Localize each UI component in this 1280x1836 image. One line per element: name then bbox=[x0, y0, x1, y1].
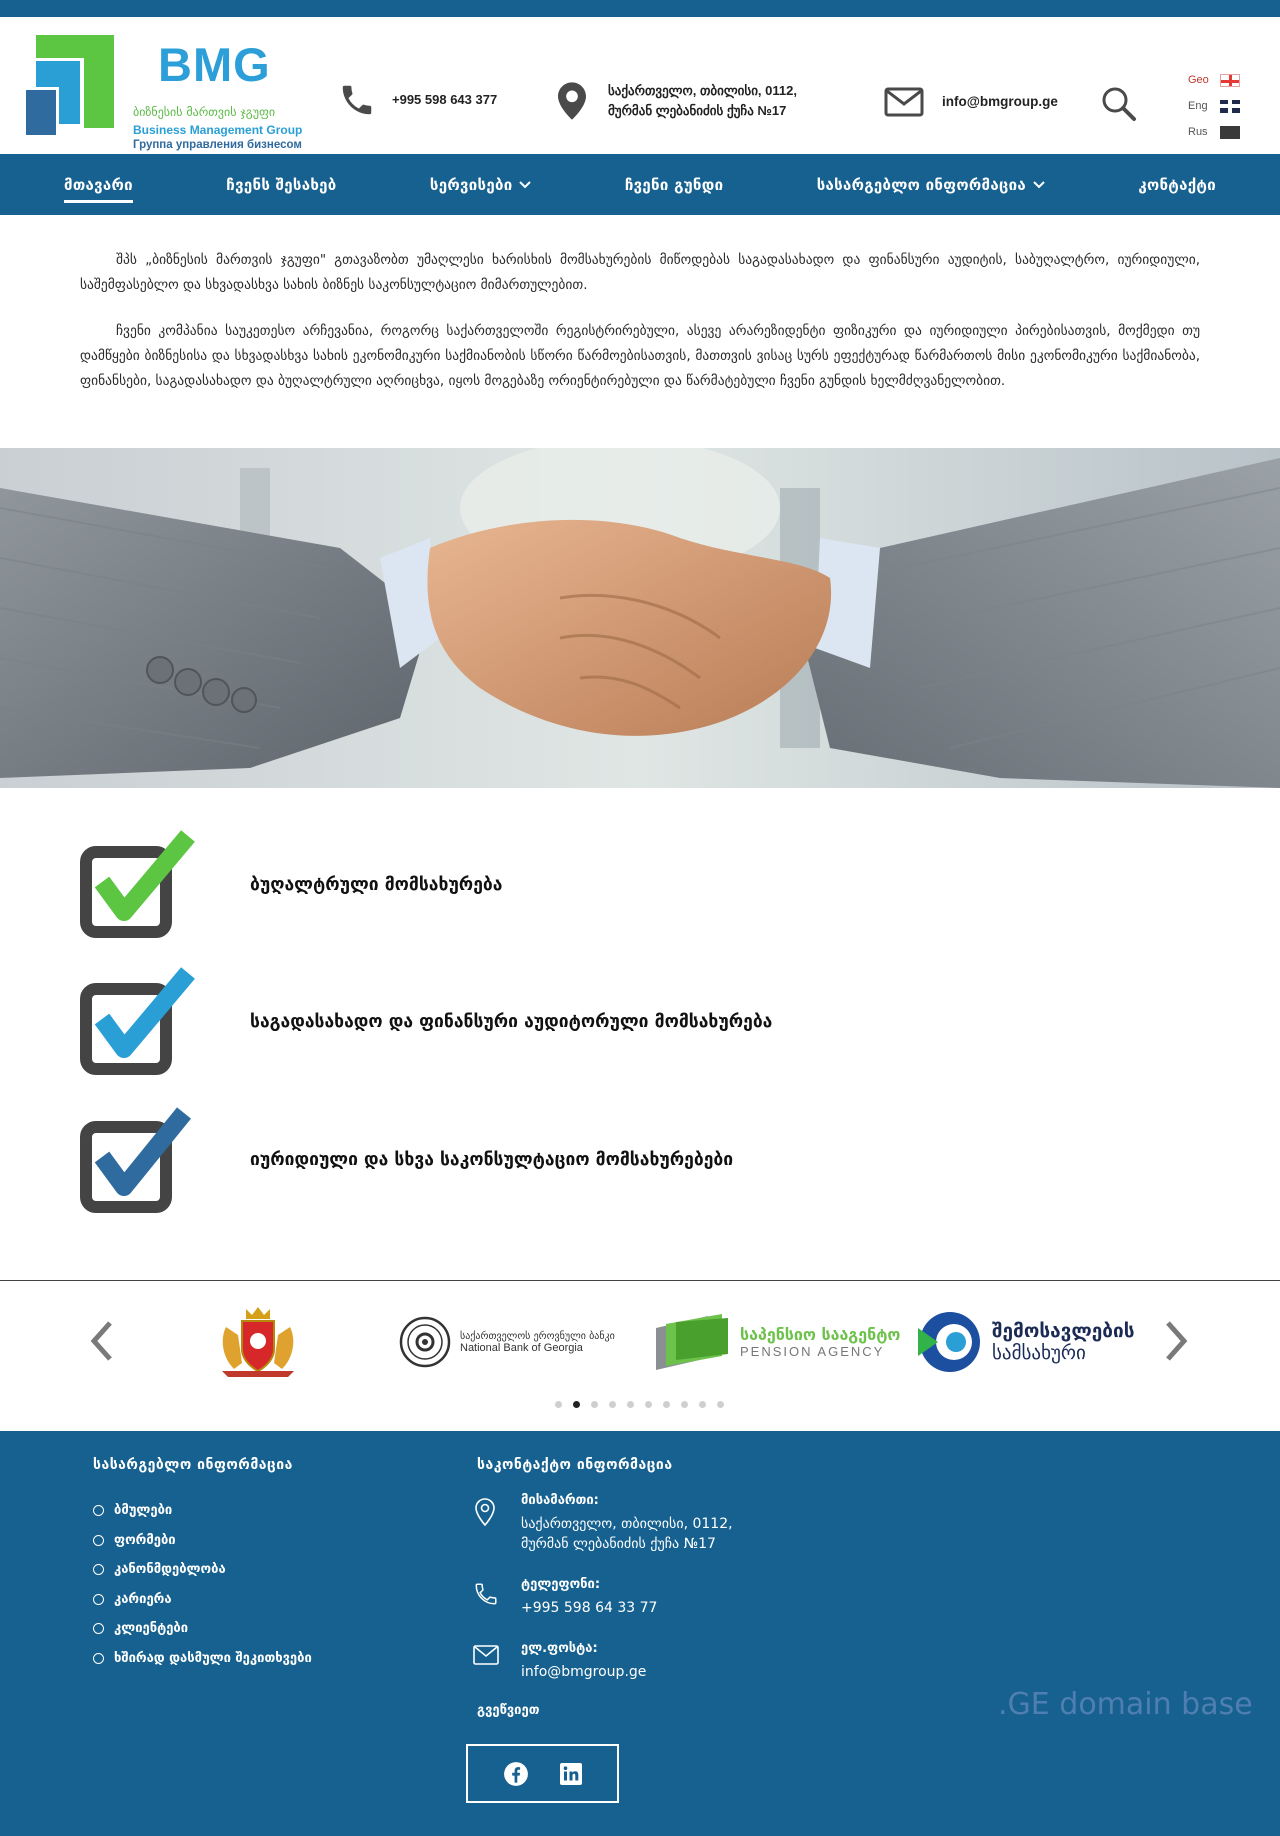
footer-link-forms[interactable]: ფორმები bbox=[93, 1526, 312, 1556]
revenue-service-emblem-icon bbox=[916, 1308, 984, 1376]
georgia-coat-of-arms-icon bbox=[212, 1305, 304, 1379]
pension-name-en: PENSION AGENCY bbox=[740, 1344, 885, 1359]
carousel-dot[interactable] bbox=[555, 1401, 562, 1408]
language-switcher bbox=[1188, 67, 1240, 145]
carousel-dot[interactable] bbox=[663, 1401, 670, 1408]
header-address bbox=[558, 81, 797, 121]
footer-link-faq[interactable]: ხშირად დასმული შეკითხვები bbox=[93, 1644, 312, 1674]
partners-carousel bbox=[0, 1280, 1280, 1431]
carousel-dot[interactable] bbox=[681, 1401, 688, 1408]
header-address-line1: საქართველო, თბილისი, 0112, bbox=[608, 83, 797, 98]
checkbox-check-icon bbox=[80, 967, 200, 1077]
logo-tagline-ru: Группа управления бизнесом bbox=[133, 139, 302, 151]
russia-flag-icon bbox=[1220, 126, 1240, 139]
footer-phone-label: ტელეფონი: bbox=[521, 1577, 601, 1592]
header-email-address: info@bmgroup.ge bbox=[942, 94, 1058, 109]
search-button[interactable] bbox=[1100, 85, 1138, 123]
carousel-next-button[interactable] bbox=[1164, 1319, 1190, 1367]
carousel-dot[interactable] bbox=[645, 1401, 652, 1408]
footer-useful-links bbox=[93, 1496, 312, 1673]
georgia-flag-icon bbox=[1220, 74, 1240, 87]
footer-address-line1: საქართველო, თბილისი, 0112, bbox=[521, 1516, 733, 1532]
nbg-name-ka: საქართველოს ეროვნული ბანკი bbox=[460, 1330, 615, 1342]
pension-agency-emblem-icon bbox=[652, 1312, 732, 1372]
lang-eng[interactable]: Eng bbox=[1188, 93, 1240, 119]
footer-phone-value: +995 598 64 33 77 bbox=[521, 1600, 658, 1616]
ge-domain-base-badge[interactable]: .GE domain base bbox=[998, 1687, 1253, 1722]
partner-logo-national-bank[interactable] bbox=[398, 1305, 615, 1379]
carousel-dot[interactable] bbox=[699, 1401, 706, 1408]
bmg-logo[interactable] bbox=[26, 35, 306, 155]
facebook-icon[interactable] bbox=[503, 1761, 529, 1787]
envelope-icon bbox=[884, 87, 924, 117]
footer-link-clients[interactable]: კლიენტები bbox=[93, 1614, 312, 1644]
handshake-hero-image bbox=[0, 448, 1280, 788]
footer-link-legislation[interactable]: კანონმდებლობა bbox=[93, 1555, 312, 1585]
nav-useful-info[interactable]: სასარგებლო ინფორმაცია bbox=[817, 176, 1045, 194]
footer-contact-title: საკონტაქტო ინფორმაცია bbox=[477, 1457, 673, 1473]
circle-bullet-icon bbox=[93, 1594, 104, 1605]
circle-bullet-icon bbox=[93, 1505, 104, 1516]
service-item bbox=[80, 1105, 980, 1215]
carousel-dot[interactable] bbox=[591, 1401, 598, 1408]
site-header bbox=[0, 17, 1280, 154]
uk-flag-icon bbox=[1220, 100, 1240, 113]
circle-bullet-icon bbox=[93, 1564, 104, 1575]
partner-logo-revenue-service[interactable] bbox=[916, 1305, 1135, 1379]
header-address-line2: მურმან ლებანიძის ქუჩა №17 bbox=[608, 103, 787, 118]
service-item bbox=[80, 830, 980, 940]
rs-name-line2: სამსახური bbox=[992, 1342, 1086, 1364]
nav-services[interactable]: სერვისები bbox=[430, 176, 532, 194]
phone-icon bbox=[338, 81, 376, 119]
linkedin-icon[interactable] bbox=[559, 1762, 583, 1786]
intro-paragraph-1: შპს „ბიზნესის მართვის ჯგუფი" გთავაზობთ უმაღლესი ხარისხის მომსახურების მიწოდებას საგადასახადო და ფინანსური აუდიტის, საბუღალტრო, იურიდიული, საშემფასებლო და სხვადასხვა სახის ბიზნეს საკონსულტაციო მიმართულებით. bbox=[80, 252, 1200, 293]
nav-team[interactable]: ჩვენი გუნდი bbox=[624, 175, 724, 194]
social-links bbox=[466, 1744, 619, 1803]
chevron-down-icon bbox=[1033, 181, 1045, 189]
logo-tagline-en: Business Management Group bbox=[133, 123, 303, 137]
circle-bullet-icon bbox=[93, 1623, 104, 1634]
rs-name-line1: შემოსავლების bbox=[992, 1320, 1135, 1342]
intro-paragraph-2: ჩვენი კომპანია საუკეთესო არჩევანია, როგორც საქართველოში რეგისტრირებული, ასევე არარეზიდენტი ფიზიკური და იურიდიული პირებისათვის, მოქმედი თუ დამწყები ბიზნესისა და სხვადასხვა სახის ეკონომიკური საქმიანობის სწორი წარმოებისათვის, მათთვის ვისაც სურს ეფექტურად წარმართოს მისი ეკონომიკური საქმიანობა, ფინანსები, საგადასახადო და ბუღალტრული აღრიცხვა, იყოს მოგებაზე ორიენტირებული და წარმატებული ჩვენი გუნდის ხელმძღვანელობით. bbox=[80, 323, 1200, 389]
search-icon bbox=[1100, 85, 1138, 123]
carousel-prev-button[interactable] bbox=[88, 1319, 114, 1367]
header-phone[interactable] bbox=[338, 81, 497, 119]
location-pin-icon bbox=[473, 1497, 497, 1527]
circle-bullet-icon bbox=[93, 1535, 104, 1546]
top-accent-bar bbox=[0, 0, 1280, 17]
intro-section bbox=[0, 215, 1280, 394]
nav-contact[interactable]: კონტაქტი bbox=[1138, 175, 1216, 194]
header-phone-number: +995 598 643 377 bbox=[392, 92, 498, 107]
chevron-down-icon bbox=[519, 181, 531, 189]
circle-bullet-icon bbox=[93, 1653, 104, 1664]
footer-email-label: ელ.ფოსტა: bbox=[521, 1641, 598, 1656]
logo-brand: BMG bbox=[158, 38, 271, 91]
chevron-left-icon bbox=[88, 1319, 114, 1363]
pension-name-ka: საპენსიო სააგენტო bbox=[740, 1325, 901, 1344]
envelope-icon bbox=[473, 1645, 499, 1665]
nav-home[interactable]: მთავარი bbox=[64, 175, 133, 194]
footer-link-career[interactable]: კარიერა bbox=[93, 1585, 312, 1615]
service-item bbox=[80, 967, 980, 1077]
checkbox-check-icon bbox=[80, 830, 200, 940]
partner-logo-pension-agency[interactable] bbox=[652, 1305, 900, 1379]
carousel-pagination bbox=[555, 1401, 724, 1408]
footer-follow-label: გვეწვიეთ bbox=[477, 1703, 540, 1718]
logo-tagline-ka: ბიზნესის მართვის ჯგუფი bbox=[133, 105, 276, 119]
partner-logo-coat-of-arms[interactable] bbox=[212, 1305, 304, 1379]
national-bank-seal-icon bbox=[398, 1315, 452, 1369]
footer-email-value: info@bmgroup.ge bbox=[521, 1664, 647, 1680]
main-nav bbox=[0, 154, 1280, 215]
site-footer bbox=[0, 1431, 1280, 1836]
service-label: საგადასახადო და ფინანსური აუდიტორული მომსახურება bbox=[250, 1012, 773, 1032]
handshake-illustration bbox=[0, 448, 1280, 788]
carousel-dot[interactable] bbox=[609, 1401, 616, 1408]
lang-geo[interactable]: Geo bbox=[1188, 67, 1240, 93]
nbg-name-en: National Bank of Georgia bbox=[460, 1341, 583, 1354]
carousel-dot[interactable] bbox=[573, 1401, 580, 1408]
service-label: ბუღალტრული მომსახურება bbox=[250, 875, 503, 895]
lang-rus[interactable]: Rus bbox=[1188, 119, 1240, 145]
phone-icon bbox=[473, 1581, 499, 1607]
carousel-dot[interactable] bbox=[717, 1401, 724, 1408]
chevron-right-icon bbox=[1164, 1319, 1190, 1363]
checkbox-check-icon bbox=[80, 1105, 200, 1215]
header-email[interactable] bbox=[884, 87, 1058, 117]
footer-link-links[interactable]: ბმულები bbox=[93, 1496, 312, 1526]
logo-navy-square bbox=[26, 87, 59, 135]
footer-address-line2: მურმან ლებანიძის ქუჩა №17 bbox=[521, 1536, 716, 1552]
location-pin-icon bbox=[558, 82, 586, 120]
service-label: იურიდიული და სხვა საკონსულტაციო მომსახურებები bbox=[250, 1150, 734, 1170]
footer-address-label: მისამართი: bbox=[521, 1493, 599, 1508]
carousel-dot[interactable] bbox=[627, 1401, 634, 1408]
nav-about[interactable]: ჩვენს შესახებ bbox=[226, 175, 337, 194]
footer-useful-title: სასარგებლო ინფორმაცია bbox=[93, 1457, 293, 1473]
